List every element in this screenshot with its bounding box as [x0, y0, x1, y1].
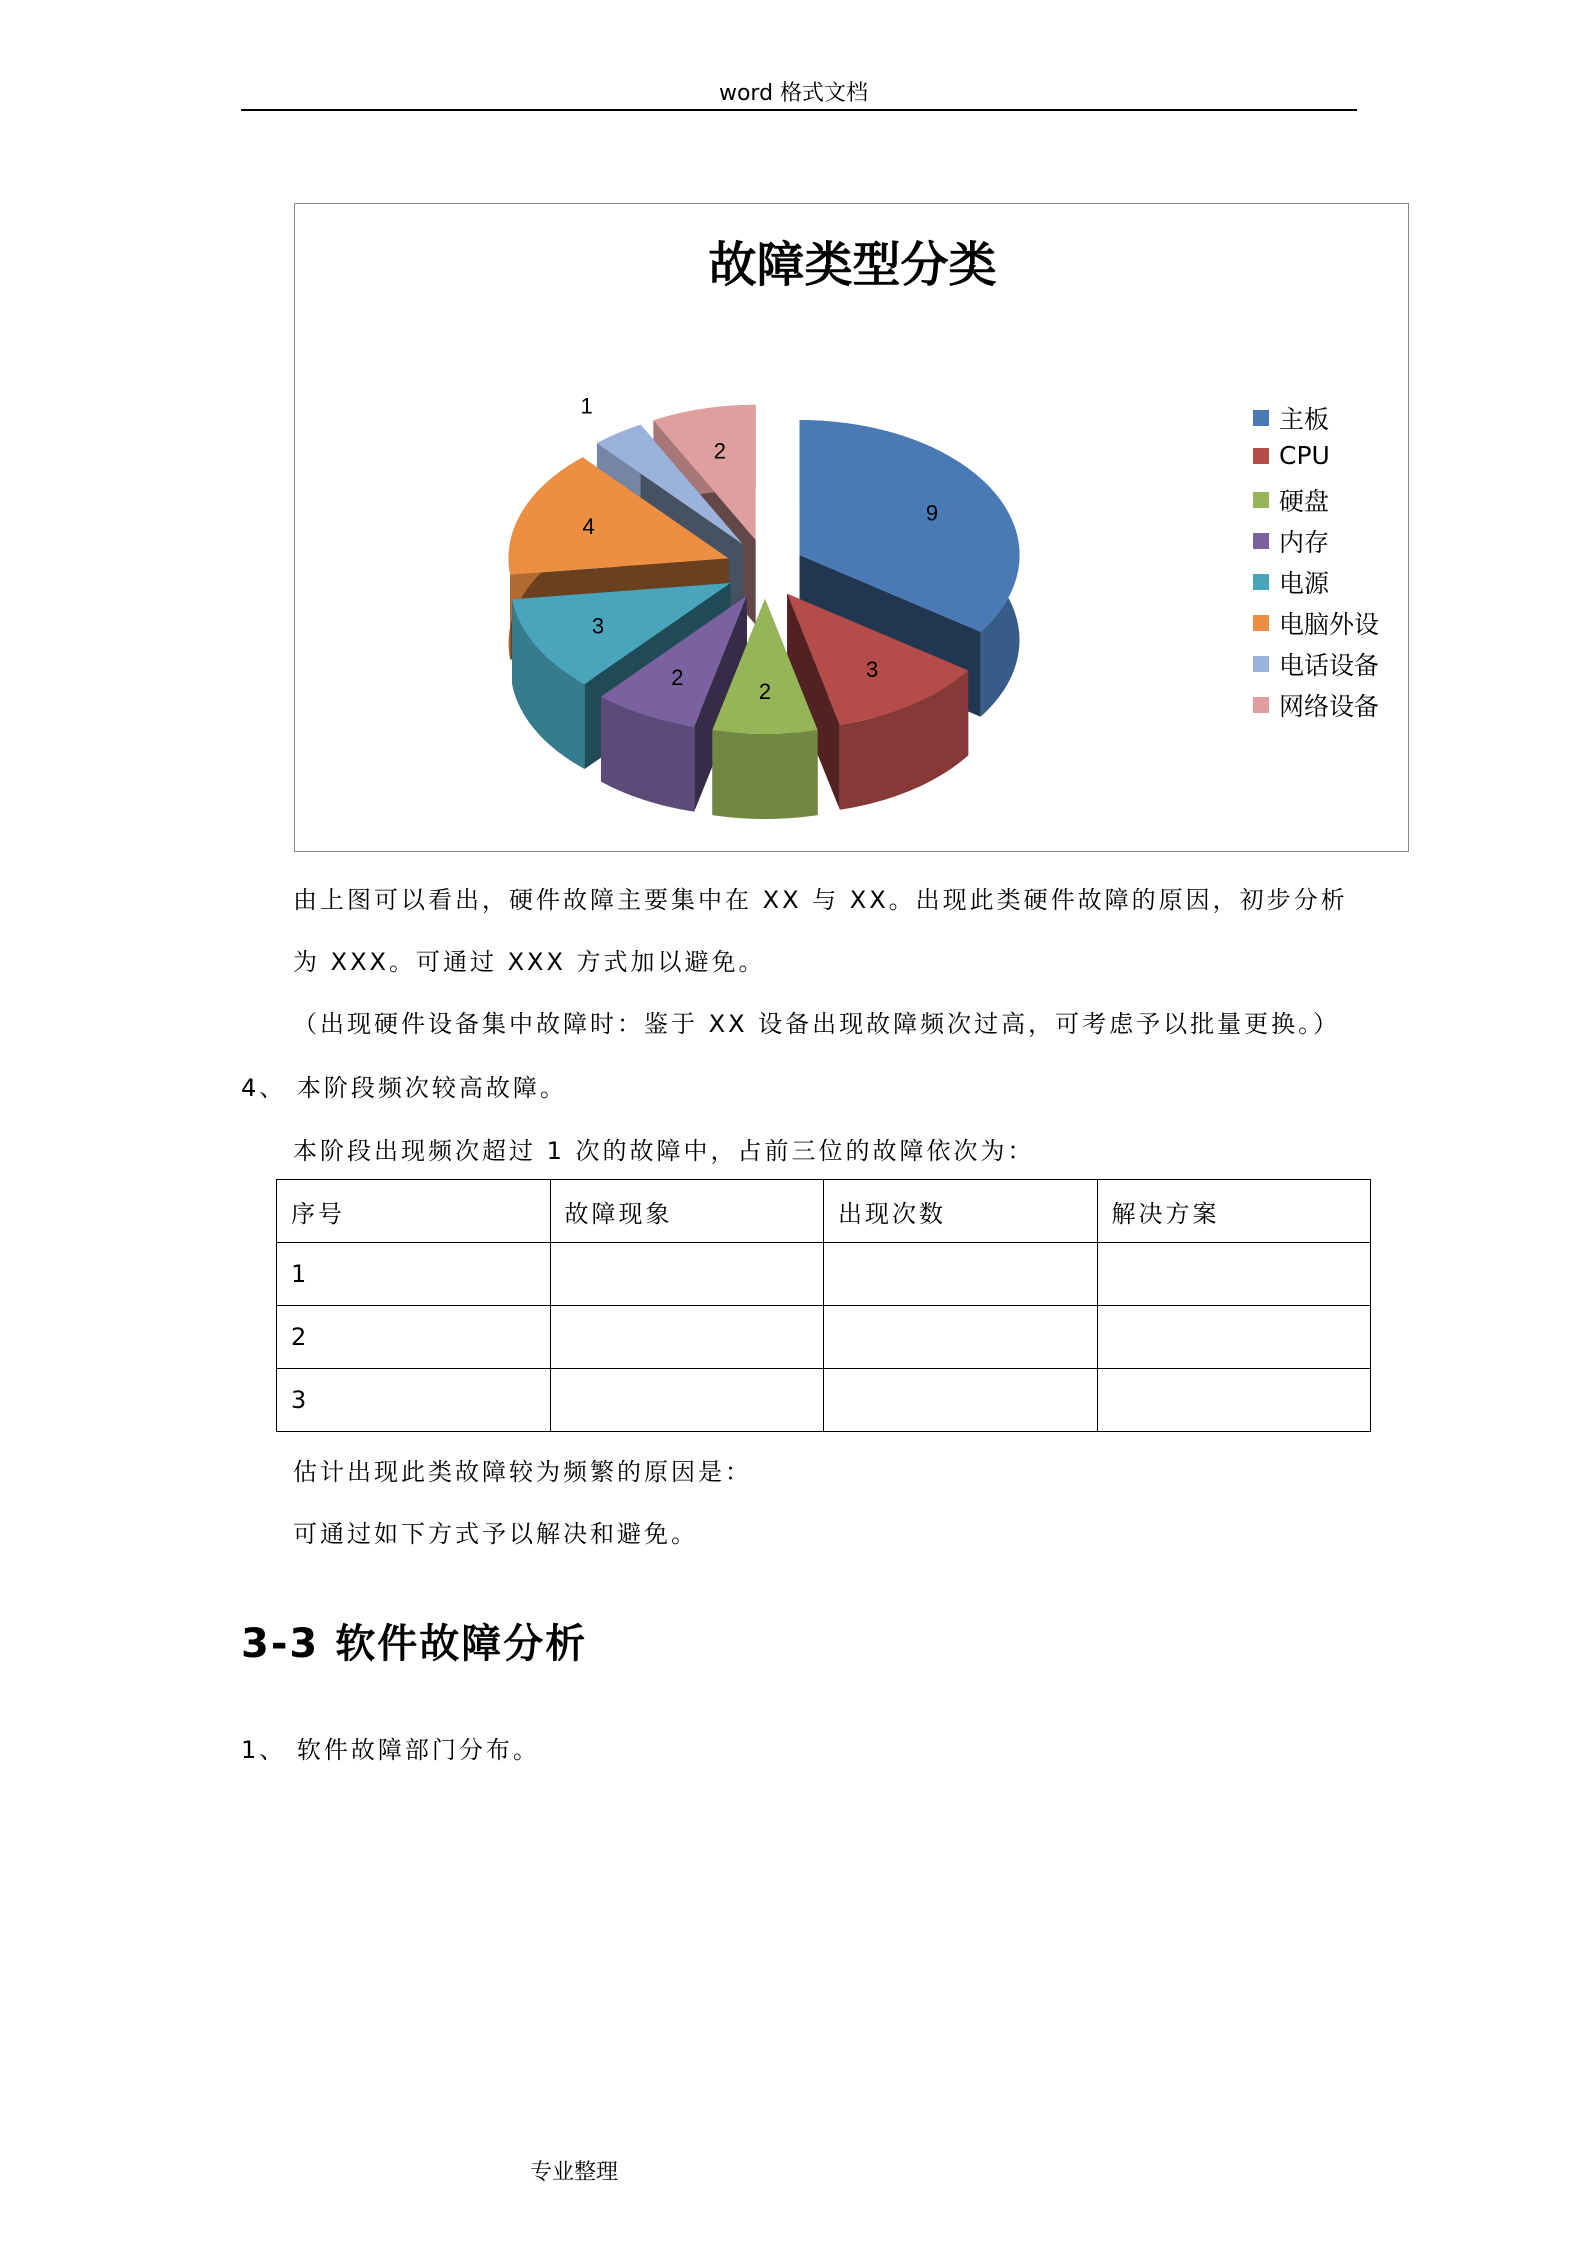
table-cell — [550, 1369, 824, 1432]
data-label: 2 — [713, 438, 726, 464]
header-cell: 出现次数 — [824, 1180, 1098, 1243]
table-cell — [824, 1306, 1098, 1369]
legend-label: 电脑外设 — [1279, 610, 1380, 639]
table-row — [277, 1306, 1371, 1369]
legend-item — [1253, 687, 1379, 723]
data-label: 9 — [925, 500, 939, 526]
legend-label: CPU — [1279, 441, 1330, 470]
legend-swatch — [1253, 574, 1269, 590]
pie-plot — [295, 204, 1410, 853]
list-item-4: 4、 本阶段频次较高故障。 — [241, 1074, 567, 1102]
table-row — [277, 1243, 1371, 1306]
table-cell: 1 — [277, 1243, 551, 1306]
chart-title: 故障类型分类 — [708, 237, 997, 293]
header-cell: 序号 — [277, 1180, 551, 1243]
list-item-1: 1、 软件故障部门分布。 — [241, 1736, 540, 1764]
legend-swatch — [1253, 533, 1269, 549]
table-cell — [550, 1306, 824, 1369]
legend-item — [1253, 482, 1329, 518]
legend-label: 网络设备 — [1279, 692, 1380, 721]
legend-label: 电话设备 — [1279, 651, 1380, 680]
page-header: word 格式文档 — [718, 81, 869, 106]
header-cell: 解决方案 — [1097, 1180, 1371, 1243]
paragraph: 由上图可以看出，硬件故障主要集中在 XX 与 XX。出现此类硬件故障的原因，初步分析 — [293, 886, 1348, 914]
data-label: 3 — [866, 657, 879, 683]
header-divider — [241, 109, 1357, 111]
table-cell — [1097, 1243, 1371, 1306]
legend-swatch — [1253, 615, 1269, 631]
paragraph: 估计出现此类故障较为频繁的原因是： — [293, 1458, 752, 1486]
paragraph: 为 XXX。可通过 XXX 方式加以避免。 — [293, 948, 766, 976]
paragraph: 可通过如下方式予以解决和避免。 — [293, 1520, 698, 1548]
legend-item — [1253, 400, 1329, 436]
pie-chart — [294, 203, 1409, 852]
legend-item — [1253, 605, 1379, 641]
data-label: 3 — [591, 613, 605, 639]
legend-swatch — [1253, 410, 1269, 426]
header-cell: 故障现象 — [550, 1180, 824, 1243]
legend-swatch — [1253, 448, 1269, 464]
legend-swatch — [1253, 492, 1269, 508]
table-cell: 3 — [277, 1369, 551, 1432]
data-label: 1 — [580, 393, 593, 419]
legend-label: 电源 — [1279, 569, 1330, 598]
fault-table — [276, 1179, 1371, 1432]
paragraph: （出现硬件设备集中故障时：鉴于 XX 设备出现故障频次过高，可考虑予以批量更换。） — [293, 1010, 1341, 1038]
data-label: 4 — [582, 513, 595, 539]
legend-label: 主板 — [1279, 405, 1330, 434]
paragraph: 本阶段出现频次超过 1 次的故障中，占前三位的故障依次为： — [293, 1137, 1035, 1165]
table-cell — [824, 1243, 1098, 1306]
legend-item — [1253, 646, 1379, 682]
legend-swatch — [1253, 656, 1269, 672]
data-label: 2 — [758, 678, 772, 704]
table-header-row — [277, 1180, 1371, 1243]
table-row — [277, 1369, 1371, 1432]
legend-item — [1253, 441, 1330, 470]
data-label: 2 — [671, 664, 684, 690]
slice-side — [712, 730, 817, 819]
table-cell — [1097, 1369, 1371, 1432]
table-cell — [1097, 1306, 1371, 1369]
table-cell: 2 — [277, 1306, 551, 1369]
legend-label: 硬盘 — [1279, 487, 1330, 516]
legend-item — [1253, 523, 1329, 559]
legend-label: 内存 — [1279, 528, 1330, 557]
page-footer: 专业整理 — [530, 2160, 619, 2185]
legend-item — [1253, 564, 1329, 600]
legend-swatch — [1253, 697, 1269, 713]
table-cell — [824, 1369, 1098, 1432]
table-cell — [550, 1243, 824, 1306]
section-heading: 3-3 软件故障分析 — [241, 1621, 588, 1667]
